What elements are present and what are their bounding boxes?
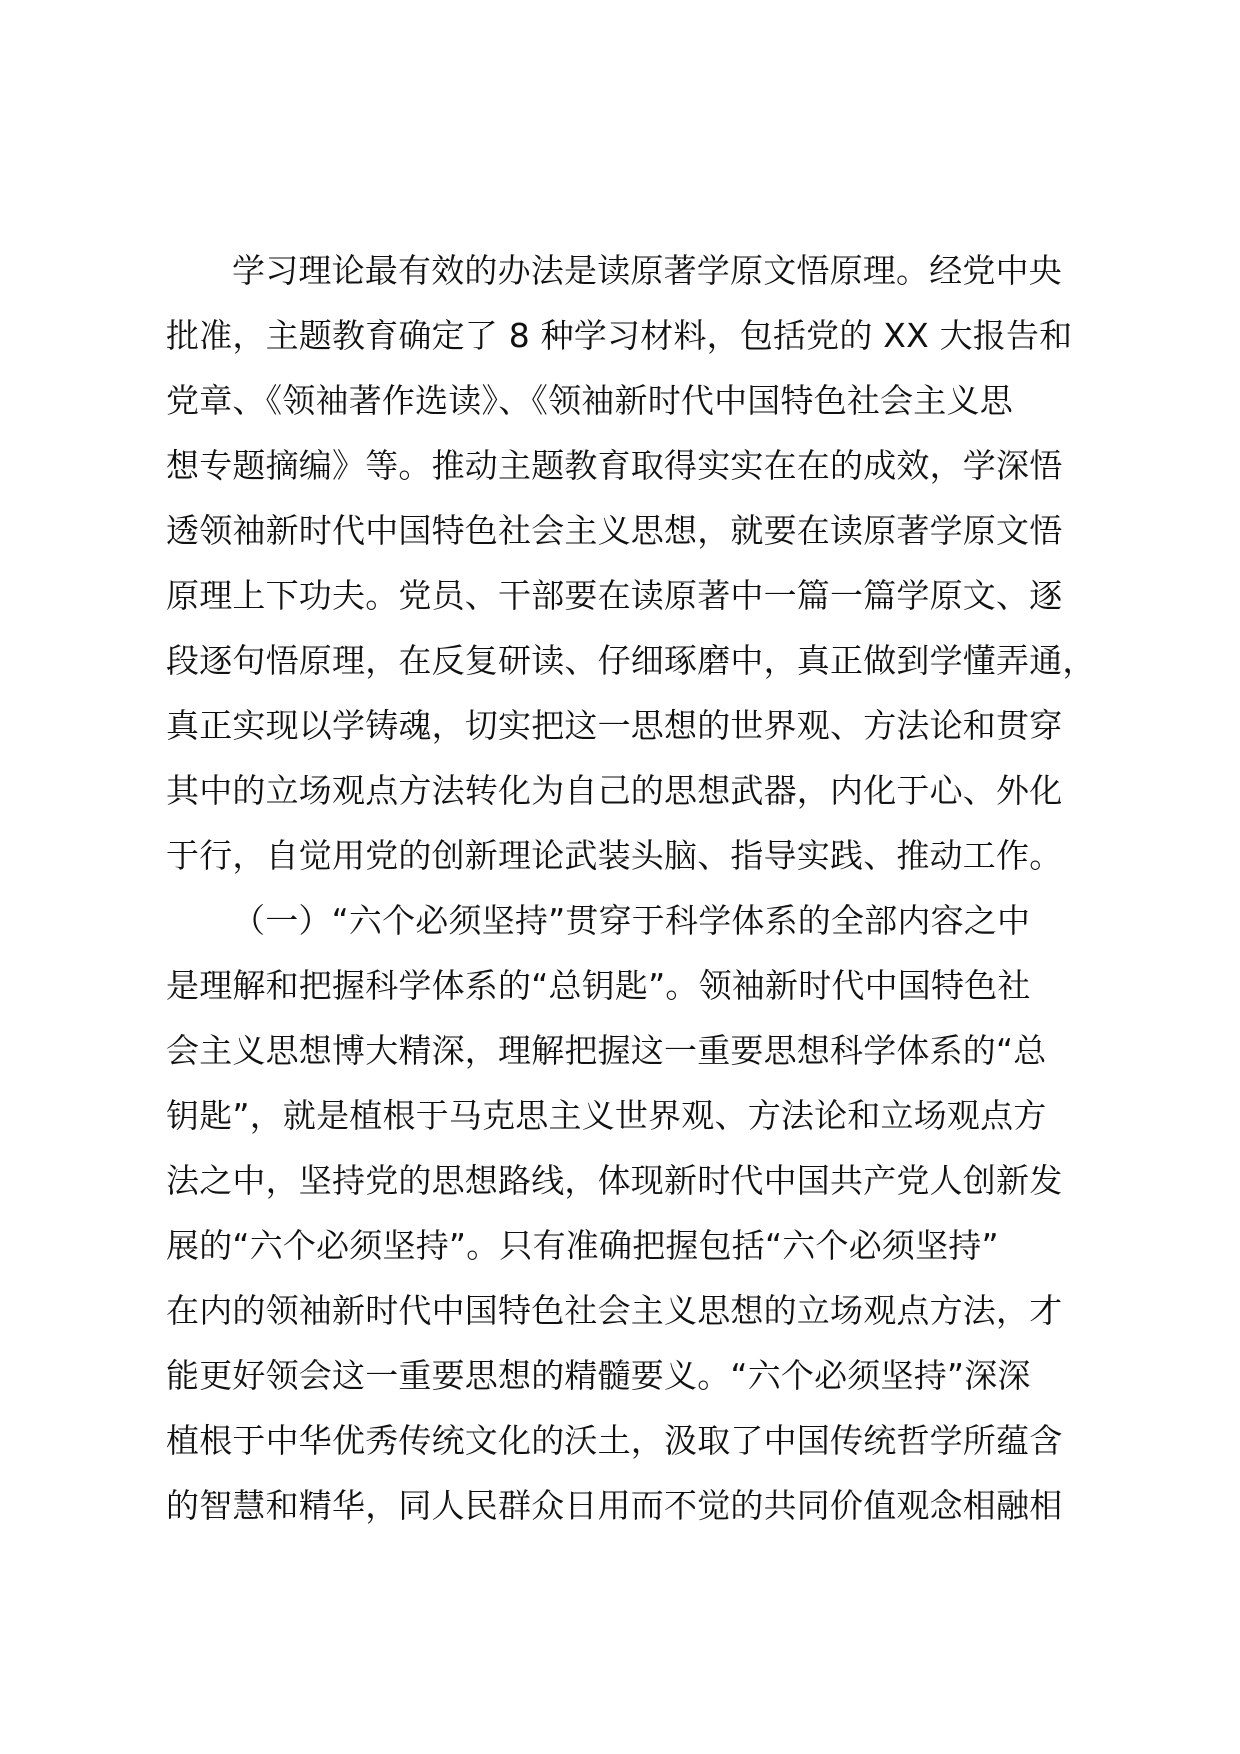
paragraph-2-line-9: 植根于中华优秀传统文化的沃土，汲取了中国传统哲学所蕴含 xyxy=(166,1421,1063,1460)
paragraph-2-line-3: 会主义思想博大精深，理解把握这一重要思想科学体系的“总 xyxy=(166,1031,1047,1070)
paragraph-1-line-3: 党章、《领袖著作选读》、《领袖新时代中国特色社会主义思 xyxy=(166,381,1013,420)
paragraph-2-line-10: 的智慧和精华，同人民群众日用而不觉的共同价值观念相融相 xyxy=(166,1486,1063,1525)
paragraph-1-line-4: 想专题摘编》等。推动主题教育取得实实在在的成效，学深悟 xyxy=(166,446,1063,485)
paragraph-1-line-8: 真正实现以学铸魂，切实把这一思想的世界观、方法论和贯穿 xyxy=(166,706,1063,745)
paragraph-1-line-6: 原理上下功夫。党员、干部要在读原著中一篇一篇学原文、逐 xyxy=(166,576,1063,615)
paragraph-2-line-6: 展的“六个必须坚持”。只有准确把握包括“六个必须坚持” xyxy=(166,1226,999,1265)
paragraph-2-line-4: 钥匙”，就是植根于马克思主义世界观、方法论和立场观点方 xyxy=(166,1096,1047,1135)
document-body xyxy=(166,238,1096,1538)
paragraph-1-line-10: 于行，自觉用党的创新理论武装头脑、指导实践、推动工作。 xyxy=(166,836,1063,875)
paragraph-2-line-5: 法之中，坚持党的思想路线，体现新时代中国共产党人创新发 xyxy=(166,1161,1063,1200)
paragraph-1-line-5: 透领袖新时代中国特色社会主义思想，就要在读原著学原文悟 xyxy=(166,511,1063,550)
paragraph-1-line-9: 其中的立场观点方法转化为自己的思想武器，内化于心、外化 xyxy=(166,771,1063,810)
paragraph-2-line-1: （一）“六个必须坚持”贯穿于科学体系的全部内容之中 xyxy=(232,901,1031,940)
paragraph-2-line-8: 能更好领会这一重要思想的精髓要义。“六个必须坚持”深深 xyxy=(166,1356,1031,1395)
paragraph-1-line-2: 批准，主题教育确定了 8 种学习材料，包括党的 XX 大报告和 xyxy=(166,316,1073,355)
paragraph-2-line-2: 是理解和把握科学体系的“总钥匙”。领袖新时代中国特色社 xyxy=(166,966,1031,1005)
paragraph-2-line-7: 在内的领袖新时代中国特色社会主义思想的立场观点方法，才 xyxy=(166,1291,1063,1330)
paragraph-1-line-1: 学习理论最有效的办法是读原著学原文悟原理。经党中央 xyxy=(232,251,1062,290)
paragraph-1-line-7: 段逐句悟原理，在反复研读、仔细琢磨中，真正做到学懂弄通， xyxy=(166,641,1096,680)
